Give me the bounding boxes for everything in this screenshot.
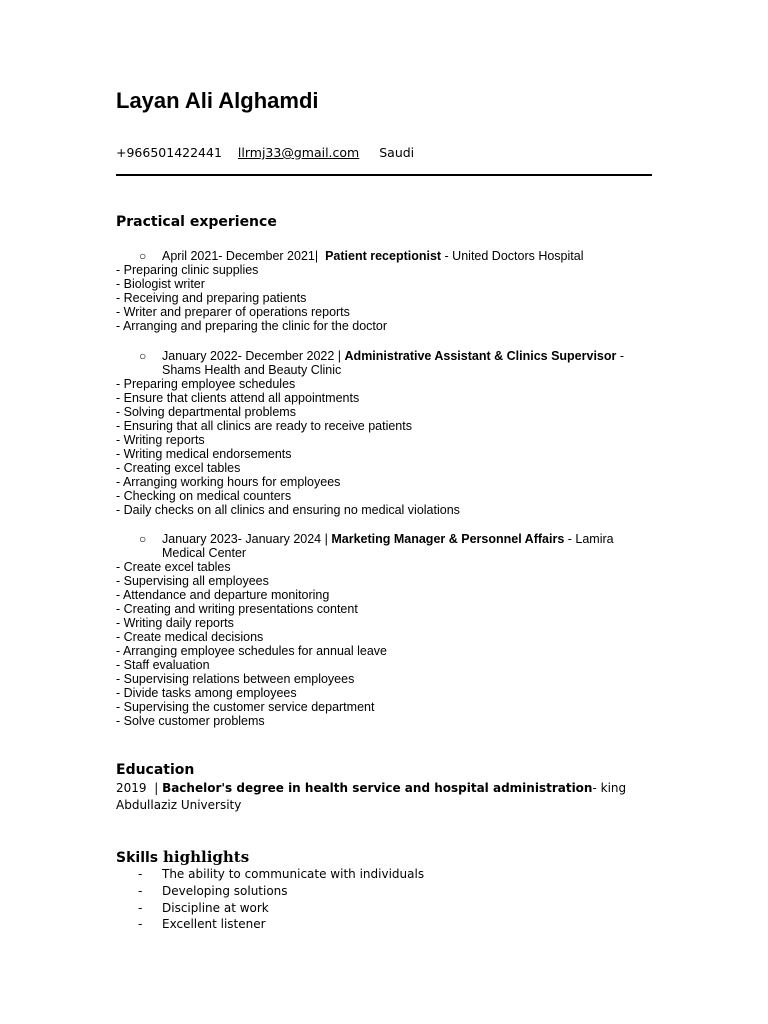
experience-heading: Practical experience (116, 214, 277, 230)
skill-text: Discipline at work (162, 900, 269, 915)
job-header (116, 249, 652, 263)
dash-bullet-icon: - (138, 900, 143, 915)
email-link[interactable]: llrmj33@gmail.com (237, 145, 360, 160)
job-entry (116, 349, 652, 517)
duty-item: - Divide tasks among employees (116, 686, 297, 700)
duty-item: - Solve customer problems (116, 714, 265, 728)
skill-item (116, 883, 424, 900)
job-dates: January 2022- December 2022 | (162, 349, 342, 363)
education-degree: Bachelor's degree in health service and hospital administration (162, 781, 593, 795)
job-entry (116, 532, 652, 728)
education-school: - king Abdullaziz University (116, 781, 627, 812)
dash-bullet-icon: - (138, 883, 143, 898)
job-role: Administrative Assistant & Clinics Supervisor (344, 349, 617, 363)
job-role: Marketing Manager & Personnel Affairs (331, 532, 565, 546)
job-organization: - Lamira Medical Center (162, 532, 614, 560)
duty-item: - Ensuring that all clinics are ready to receive patients (116, 419, 412, 433)
duty-item: - Writing reports (116, 433, 205, 447)
skills-heading-word1: Skills (116, 850, 159, 866)
job-entry (116, 249, 652, 333)
duty-item: - Creating and writing presentations content (116, 602, 358, 616)
duty-item: - Arranging and preparing the clinic for the doctor (116, 319, 387, 333)
skills-list (116, 866, 424, 933)
duty-list (116, 263, 652, 333)
duty-item: - Preparing employee schedules (116, 377, 296, 391)
skills-heading-word2: highlights (163, 848, 250, 866)
duty-item: - Staff evaluation (116, 658, 210, 672)
skills-heading (116, 848, 249, 866)
duty-item: - Attendance and departure monitoring (116, 588, 330, 602)
skill-item (116, 916, 424, 933)
duty-item: - Writing medical endorsements (116, 447, 292, 461)
education-heading: Education (116, 762, 195, 778)
dash-bullet-icon: - (138, 867, 143, 881)
skill-item (116, 866, 424, 883)
duty-list (116, 560, 652, 728)
education-entry (116, 780, 652, 814)
duty-item: - Arranging working hours for employees (116, 475, 341, 489)
duty-item: - Biologist writer (116, 277, 205, 291)
circle-bullet-icon: ○ (139, 249, 147, 263)
skill-item (116, 900, 424, 917)
skill-text: Developing solutions (162, 883, 288, 898)
job-dates: April 2021- December 2021| (162, 249, 319, 263)
dash-bullet-icon: - (138, 917, 143, 932)
duty-item: - Supervising the customer service department (116, 700, 375, 714)
header-divider (116, 174, 652, 176)
duty-item: - Create excel tables (116, 560, 231, 574)
circle-bullet-icon: ○ (139, 532, 147, 546)
duty-item: - Arranging employee schedules for annual leave (116, 644, 388, 658)
duty-item: - Create medical decisions (116, 630, 264, 644)
duty-item: - Preparing clinic supplies (116, 263, 259, 277)
duty-item: - Writing daily reports (116, 616, 234, 630)
duty-item: - Receiving and preparing patients (116, 291, 307, 305)
skill-text: Excellent listener (162, 917, 266, 932)
duty-item: - Supervising all employees (116, 574, 269, 588)
candidate-name: Layan Ali Alghamdi (116, 88, 319, 113)
duty-list (116, 377, 652, 517)
duty-item: - Ensure that clients attend all appointments (116, 391, 360, 405)
education-year: 2019 (116, 781, 147, 795)
duty-item: - Solving departmental problems (116, 405, 296, 419)
job-role: Patient receptionist (325, 249, 442, 263)
phone-number: +966501422441 (116, 145, 222, 160)
duty-item: - Writer and preparer of operations reports (116, 305, 350, 319)
duty-item: - Checking on medical counters (116, 489, 292, 503)
duty-item: - Daily checks on all clinics and ensuring no medical violations (116, 503, 460, 517)
duty-item: - Creating excel tables (116, 461, 241, 475)
duty-item: - Supervising relations between employees (116, 672, 355, 686)
job-organization: - United Doctors Hospital (441, 249, 584, 263)
job-dates: January 2023- January 2024 | (162, 532, 328, 546)
contact-line (116, 145, 414, 160)
education-separator: | (154, 781, 159, 795)
job-organization: - Shams Health and Beauty Clinic (162, 349, 625, 377)
skill-text: The ability to communicate with individuals (162, 867, 425, 881)
circle-bullet-icon: ○ (139, 349, 147, 363)
location: Saudi (379, 145, 415, 160)
job-header (116, 532, 652, 560)
job-header (116, 349, 652, 377)
